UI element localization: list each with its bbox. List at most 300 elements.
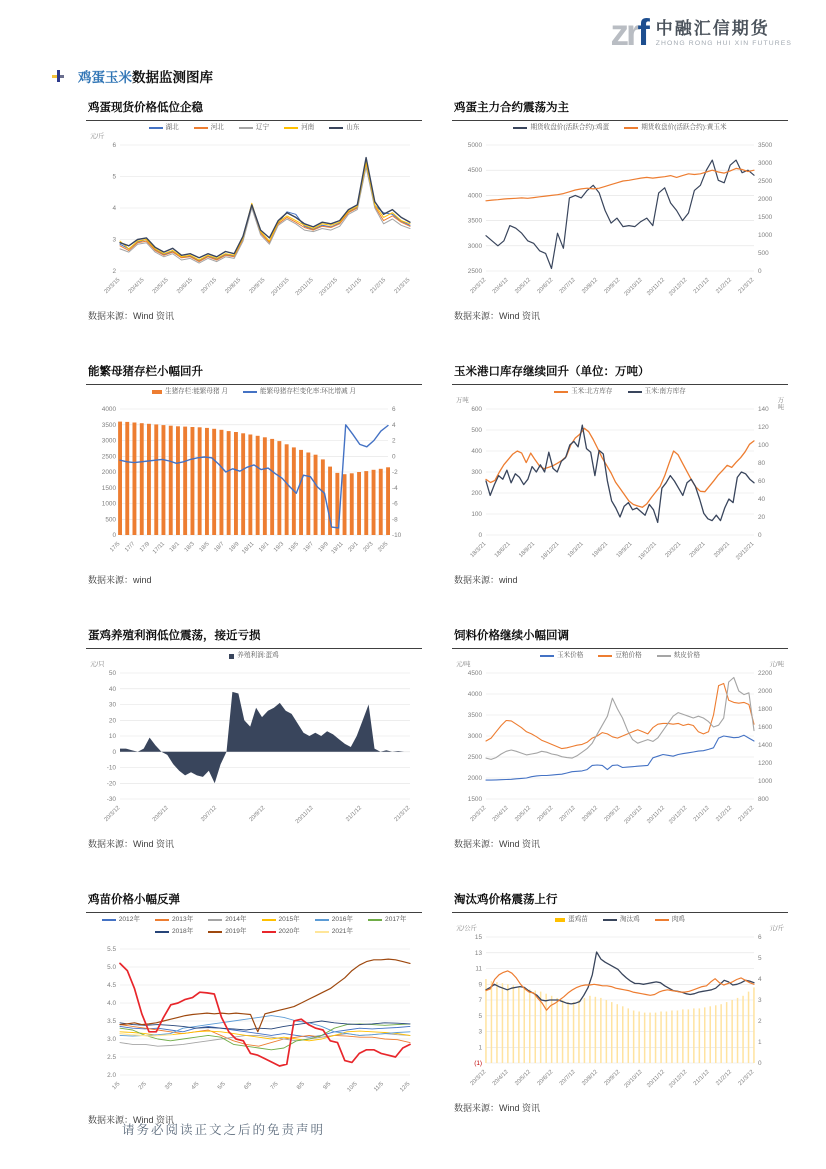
svg-text:-30: -30 [106, 796, 116, 803]
svg-text:20/7/12: 20/7/12 [558, 277, 577, 296]
chart-canvas [452, 916, 788, 1101]
legend-line-marker [102, 919, 116, 921]
chart-title: 淘汰鸡价格震荡上行 [452, 890, 788, 913]
svg-text:100: 100 [758, 442, 769, 449]
svg-text:20/10/12: 20/10/12 [623, 277, 644, 298]
legend-line-marker [554, 391, 568, 393]
legend-line-marker [262, 931, 276, 933]
svg-text:21/3/12: 21/3/12 [737, 277, 756, 296]
svg-text:-2: -2 [392, 469, 398, 476]
legend-item [540, 652, 583, 660]
svg-text:50: 50 [108, 670, 116, 677]
svg-text:20/6/12: 20/6/12 [536, 277, 555, 296]
svg-text:20/10/12: 20/10/12 [623, 1069, 644, 1090]
chart-source: 数据来源：wind [454, 575, 518, 585]
svg-text:2.0: 2.0 [107, 1072, 116, 1079]
svg-text:20/3/15: 20/3/15 [103, 277, 122, 296]
svg-text:21/2/12: 21/2/12 [715, 805, 734, 824]
chart-title: 饲料价格继续小幅回调 [452, 626, 788, 649]
svg-text:6: 6 [112, 142, 116, 149]
chart-source: 数据来源：Wind 资讯 [454, 1103, 541, 1113]
legend-label: 蛋鸡苗 [568, 916, 588, 923]
svg-text:1500: 1500 [101, 484, 116, 492]
svg-text:1800: 1800 [758, 706, 773, 713]
legend-bar-marker [555, 918, 565, 922]
svg-text:400: 400 [471, 448, 482, 455]
svg-text:18/11: 18/11 [241, 541, 256, 556]
svg-text:-6: -6 [392, 500, 398, 508]
legend-item [239, 124, 269, 132]
svg-text:元/只: 元/只 [90, 661, 105, 668]
chart-canvas [86, 124, 422, 309]
svg-text:元/斤: 元/斤 [769, 925, 784, 932]
svg-text:17/7: 17/7 [124, 541, 137, 554]
legend-line-marker [239, 127, 253, 129]
chart-block-egg-futures [452, 98, 788, 322]
svg-text:11/5: 11/5 [373, 1081, 386, 1094]
svg-text:21/2/12: 21/2/12 [715, 277, 734, 296]
legend-item [155, 928, 193, 936]
chart-canvas [86, 916, 422, 1113]
legend-label: 2012年 [118, 916, 140, 923]
svg-text:5/5: 5/5 [216, 1081, 227, 1092]
svg-text:19/1: 19/1 [258, 541, 271, 554]
svg-text:20/8/12: 20/8/12 [581, 1069, 600, 1088]
svg-text:18/12/21: 18/12/21 [540, 541, 561, 562]
chart-title: 玉米港口库存继续回升（单位：万吨） [452, 362, 788, 385]
legend-item [624, 124, 726, 132]
svg-text:20/9/12: 20/9/12 [603, 277, 622, 296]
chart-plot [452, 396, 788, 568]
chart-source: 数据来源：Wind 资讯 [88, 839, 175, 849]
section-bullet-icon [52, 70, 64, 82]
svg-text:-4: -4 [392, 484, 398, 492]
legend-item [657, 652, 700, 660]
svg-text:300: 300 [471, 469, 482, 476]
legend-label: 玉米:北方库存 [571, 388, 613, 395]
svg-text:20/7/12: 20/7/12 [200, 805, 219, 824]
svg-text:(1): (1) [474, 1060, 482, 1067]
legend-label: 2018年 [171, 928, 194, 935]
legend-label: 2020年 [278, 928, 300, 935]
legend-item [628, 388, 686, 396]
svg-text:20/5/12: 20/5/12 [514, 1069, 533, 1088]
svg-text:20/6/12: 20/6/12 [536, 1069, 555, 1088]
legend-square-marker [229, 654, 234, 659]
svg-text:10/5: 10/5 [346, 1081, 359, 1094]
legend-item [315, 928, 353, 936]
section-heading [52, 66, 213, 86]
chart-canvas [86, 652, 422, 837]
svg-text:3: 3 [478, 1028, 482, 1036]
legend-item [149, 124, 179, 132]
svg-text:3.0: 3.0 [107, 1036, 116, 1043]
chart-block-chick-price [86, 890, 422, 1126]
legend-line-marker [155, 919, 169, 921]
svg-text:2000: 2000 [467, 775, 482, 782]
legend-line-marker [194, 127, 208, 129]
legend-line-marker [243, 391, 257, 393]
svg-text:4.5: 4.5 [107, 982, 116, 989]
svg-text:0: 0 [478, 532, 482, 539]
legend-item [208, 928, 246, 936]
svg-text:20/3/12: 20/3/12 [103, 805, 122, 824]
svg-text:元/公斤: 元/公斤 [456, 925, 477, 932]
legend-item [262, 928, 300, 936]
legend-label: 河南 [301, 124, 315, 131]
svg-text:6: 6 [392, 406, 396, 413]
svg-text:19/5: 19/5 [287, 541, 301, 554]
svg-text:20/6/15: 20/6/15 [175, 277, 194, 296]
legend-item [598, 652, 641, 660]
svg-text:13: 13 [474, 949, 482, 957]
svg-text:30: 30 [108, 701, 116, 709]
svg-text:140: 140 [758, 406, 769, 413]
chart-legend [452, 652, 788, 660]
svg-text:2: 2 [758, 1018, 762, 1025]
svg-text:20/9/12: 20/9/12 [603, 1069, 622, 1088]
svg-text:20/5/12: 20/5/12 [514, 805, 533, 824]
svg-text:1500: 1500 [758, 214, 773, 221]
svg-text:3: 3 [112, 236, 116, 244]
svg-text:-10: -10 [392, 532, 402, 539]
chart-legend [452, 388, 788, 396]
legend-label: 生猪存栏:能繁母猪 月 [165, 388, 229, 395]
svg-text:1500: 1500 [467, 796, 482, 803]
chart-plot [86, 396, 422, 568]
svg-text:500: 500 [758, 250, 769, 257]
chart-block-sow-inventory [86, 362, 422, 586]
legend-item [368, 916, 406, 924]
svg-text:20/1: 20/1 [347, 541, 360, 554]
svg-text:1600: 1600 [758, 724, 773, 731]
svg-text:12/5: 12/5 [399, 1081, 412, 1094]
svg-text:0: 0 [112, 532, 116, 539]
svg-text:3500: 3500 [467, 712, 482, 719]
legend-item [155, 916, 193, 924]
chart-title: 鸡苗价格小幅反弹 [86, 890, 422, 913]
svg-text:0: 0 [758, 268, 762, 275]
chart-source: 数据来源：Wind 资讯 [454, 839, 541, 849]
legend-label: 期货收盘价(活跃合约):鸡蛋 [530, 124, 610, 131]
svg-text:20/5/12: 20/5/12 [514, 277, 533, 296]
chart-legend [86, 652, 422, 660]
chart-title: 鸡蛋主力合约震荡为主 [452, 98, 788, 121]
svg-text:19/7: 19/7 [302, 541, 315, 554]
svg-text:4: 4 [112, 205, 116, 212]
legend-label: 2015年 [278, 916, 300, 923]
legend-line-marker [628, 391, 642, 393]
chart-legend [452, 916, 788, 924]
legend-line-marker [315, 919, 329, 921]
section-title [78, 66, 213, 86]
legend-line-marker [368, 919, 382, 921]
legend-label: 期货收盘价(活跃合约):黄玉米 [641, 124, 727, 131]
svg-text:0: 0 [392, 453, 396, 461]
legend-item [329, 124, 359, 132]
legend-label: 淘汰鸡 [619, 916, 640, 923]
svg-text:10: 10 [108, 733, 116, 740]
svg-text:20/12/12: 20/12/12 [668, 805, 689, 826]
legend-label: 2017年 [385, 916, 407, 923]
svg-text:80: 80 [758, 460, 766, 467]
svg-text:5.0: 5.0 [107, 964, 116, 971]
chart-legend [86, 124, 422, 132]
svg-text:21/1/12: 21/1/12 [692, 277, 711, 296]
chart-title: 鸡蛋现货价格低位企稳 [86, 98, 422, 121]
legend-bar-marker [152, 390, 162, 394]
svg-text:1000: 1000 [758, 232, 773, 239]
svg-text:2: 2 [112, 268, 116, 275]
svg-text:1200: 1200 [758, 760, 773, 767]
legend-item [513, 124, 609, 132]
svg-text:21/3/15: 21/3/15 [393, 277, 412, 296]
legend-line-marker [624, 127, 638, 129]
legend-label: 湖北 [165, 124, 179, 131]
svg-text:18/7: 18/7 [213, 541, 226, 554]
svg-text:21/2/15: 21/2/15 [369, 277, 388, 296]
svg-text:-8: -8 [392, 516, 398, 524]
svg-text:万吨: 万吨 [777, 397, 784, 411]
svg-text:3/5: 3/5 [164, 1081, 175, 1092]
svg-text:20/9/12: 20/9/12 [603, 805, 622, 824]
legend-label: 山东 [346, 124, 360, 131]
legend-line-marker [315, 931, 329, 933]
legend-line-marker [598, 655, 612, 657]
chart-plot [86, 936, 422, 1108]
svg-text:-20: -20 [106, 780, 116, 788]
svg-text:3500: 3500 [467, 217, 482, 225]
chart-canvas [452, 124, 788, 309]
chart-title: 蛋鸡养殖利润低位震荡，接近亏损 [86, 626, 422, 649]
svg-text:20/11/12: 20/11/12 [646, 277, 667, 298]
legend-label: 玉米价格 [556, 652, 584, 659]
svg-text:20/9/15: 20/9/15 [248, 277, 267, 296]
svg-text:4500: 4500 [467, 167, 482, 175]
chart-block-egg-spot [86, 98, 422, 322]
svg-text:21/2/12: 21/2/12 [715, 1069, 734, 1088]
charts-grid [86, 98, 788, 1126]
svg-text:元/斤: 元/斤 [90, 133, 105, 140]
svg-text:19/9: 19/9 [317, 541, 330, 554]
svg-text:4: 4 [392, 421, 396, 429]
svg-text:1000: 1000 [101, 500, 116, 508]
logo-mark [610, 12, 647, 53]
svg-text:6/5: 6/5 [243, 1081, 254, 1092]
chart-legend [86, 916, 422, 936]
svg-text:3000: 3000 [467, 242, 482, 250]
legend-line-marker [655, 919, 669, 921]
svg-text:20: 20 [108, 717, 116, 725]
legend-label: 玉米:南方库存 [644, 388, 686, 395]
svg-text:0: 0 [758, 1060, 762, 1067]
chart-source: 数据来源：Wind 资讯 [88, 311, 175, 321]
legend-label: 养殖利润:蛋鸡 [237, 652, 279, 659]
section-title-highlight: 鸡蛋玉米 [78, 70, 132, 85]
legend-item [194, 124, 224, 132]
chart-canvas [86, 388, 422, 573]
svg-text:4500: 4500 [467, 670, 482, 677]
legend-label: 麸皮价格 [673, 652, 701, 659]
chart-source: 数据来源：wind [88, 575, 152, 585]
chart-block-culled-hen-price [452, 890, 788, 1126]
svg-text:5: 5 [112, 173, 116, 181]
svg-text:21/1/12: 21/1/12 [692, 805, 711, 824]
svg-text:元/吨: 元/吨 [769, 661, 784, 668]
svg-text:18/9/21: 18/9/21 [518, 541, 537, 560]
svg-text:21/1/15: 21/1/15 [345, 277, 364, 296]
legend-item [102, 916, 140, 924]
svg-text:4/5: 4/5 [190, 1081, 201, 1092]
svg-text:20: 20 [758, 514, 766, 521]
svg-text:5000: 5000 [467, 142, 482, 149]
svg-text:20/11/15: 20/11/15 [294, 277, 315, 298]
svg-text:20/4/12: 20/4/12 [491, 805, 510, 824]
svg-text:600: 600 [471, 406, 482, 413]
legend-label: 2013年 [171, 916, 194, 923]
logo-text [656, 19, 792, 47]
svg-text:17/11: 17/11 [151, 541, 167, 556]
legend-label: 豆粕价格 [615, 652, 642, 659]
svg-text:3000: 3000 [758, 160, 773, 167]
legend-line-marker [208, 931, 222, 933]
svg-text:19/3: 19/3 [272, 541, 286, 554]
legend-item [603, 916, 640, 924]
svg-text:20/4/12: 20/4/12 [491, 1069, 510, 1088]
svg-text:200: 200 [471, 490, 482, 497]
svg-text:18/1: 18/1 [168, 541, 181, 554]
svg-text:元/吨: 元/吨 [456, 661, 471, 668]
svg-text:2200: 2200 [758, 670, 773, 677]
svg-text:9: 9 [478, 981, 482, 989]
svg-text:2.5: 2.5 [107, 1054, 116, 1061]
chart-block-corn-port-stock [452, 362, 788, 586]
svg-text:20/4/15: 20/4/15 [127, 277, 146, 296]
svg-text:15: 15 [474, 934, 482, 941]
svg-text:1000: 1000 [758, 778, 773, 785]
svg-text:1400: 1400 [758, 742, 773, 749]
svg-text:18/6/21: 18/6/21 [493, 541, 512, 560]
svg-text:18/3/21: 18/3/21 [469, 541, 488, 560]
svg-text:21/1/12: 21/1/12 [692, 1069, 711, 1088]
svg-text:17/5: 17/5 [109, 541, 122, 554]
svg-text:2500: 2500 [467, 754, 482, 761]
svg-text:20/10/12: 20/10/12 [623, 805, 644, 826]
svg-text:100: 100 [471, 511, 482, 518]
svg-text:0: 0 [112, 748, 116, 756]
legend-label: 河北 [210, 124, 224, 131]
legend-item [208, 916, 246, 924]
legend-label: 肉鸡 [671, 916, 685, 923]
svg-text:5.5: 5.5 [107, 946, 116, 953]
chart-legend [452, 124, 788, 132]
svg-text:3500: 3500 [101, 421, 116, 429]
svg-text:19/6/21: 19/6/21 [591, 541, 610, 560]
svg-text:19/12/21: 19/12/21 [637, 541, 658, 562]
svg-text:20/7/15: 20/7/15 [200, 277, 219, 296]
section-title-rest: 数据监测图库 [132, 70, 213, 85]
legend-item [284, 124, 314, 132]
svg-text:2: 2 [392, 437, 396, 445]
legend-item [229, 652, 278, 660]
legend-label: 2019年 [225, 928, 247, 935]
svg-text:20/12/12: 20/12/12 [668, 1069, 689, 1090]
legend-item [554, 388, 612, 396]
legend-line-marker [603, 919, 617, 921]
legend-line-marker [540, 655, 554, 657]
svg-text:20/3/12: 20/3/12 [469, 805, 488, 824]
svg-text:18/3: 18/3 [183, 541, 196, 554]
legend-line-marker [513, 127, 527, 129]
legend-label: 2021年 [331, 928, 354, 935]
legend-item [655, 916, 685, 924]
svg-text:4000: 4000 [467, 691, 482, 698]
svg-text:500: 500 [471, 427, 482, 434]
legend-line-marker [329, 127, 343, 129]
legend-item [152, 388, 228, 396]
svg-text:19/9/21: 19/9/21 [615, 541, 634, 560]
svg-text:1: 1 [758, 1039, 762, 1046]
chart-source: 数据来源：Wind 资讯 [454, 311, 541, 321]
svg-text:2000: 2000 [101, 469, 116, 476]
svg-text:20/8/12: 20/8/12 [581, 805, 600, 824]
logo-zr-text: zr [610, 12, 638, 53]
svg-text:500: 500 [105, 516, 116, 524]
svg-text:20/5/12: 20/5/12 [151, 805, 170, 824]
svg-text:20/12/21: 20/12/21 [735, 541, 756, 562]
chart-block-layer-profit [86, 626, 422, 850]
svg-text:11: 11 [475, 965, 482, 973]
svg-text:1: 1 [478, 1044, 482, 1052]
chart-legend [86, 388, 422, 396]
svg-text:20/10/15: 20/10/15 [270, 277, 291, 298]
legend-item [315, 916, 353, 924]
legend-line-marker [284, 127, 298, 129]
svg-text:5: 5 [758, 955, 762, 962]
svg-text:5: 5 [478, 1012, 482, 1020]
svg-text:20/3/12: 20/3/12 [469, 277, 488, 296]
svg-text:20/3/12: 20/3/12 [469, 1069, 488, 1088]
svg-text:18/5: 18/5 [198, 541, 211, 554]
legend-line-marker [155, 931, 169, 933]
svg-text:60: 60 [758, 478, 766, 485]
svg-text:-10: -10 [106, 764, 116, 772]
svg-text:21/1/12: 21/1/12 [345, 805, 364, 824]
svg-text:21/3/12: 21/3/12 [393, 805, 412, 824]
legend-label: 2014年 [225, 916, 247, 923]
svg-text:20/7/12: 20/7/12 [558, 1069, 577, 1088]
svg-text:6: 6 [758, 934, 762, 941]
svg-text:20/9/12: 20/9/12 [248, 805, 267, 824]
svg-text:20/12/12: 20/12/12 [668, 277, 689, 298]
svg-text:9/5: 9/5 [322, 1081, 333, 1092]
legend-item [262, 916, 300, 924]
svg-text:3: 3 [758, 997, 762, 1004]
svg-text:2500: 2500 [758, 178, 773, 185]
chart-canvas [452, 652, 788, 837]
legend-line-marker [149, 127, 163, 129]
footer-disclaimer: 请务必阅读正文之后的免责声明 [122, 1123, 326, 1137]
svg-text:4.0: 4.0 [107, 1000, 116, 1007]
svg-text:20/5/15: 20/5/15 [151, 277, 170, 296]
logo-f-text: f [637, 12, 647, 53]
svg-text:40: 40 [108, 685, 116, 693]
svg-text:2500: 2500 [101, 453, 116, 461]
logo-company-name-cn: 中融汇信期货 [655, 19, 770, 38]
chart-title: 能繁母猪存栏小幅回升 [86, 362, 422, 385]
svg-text:21/3/12: 21/3/12 [737, 805, 756, 824]
chart-canvas [452, 388, 788, 573]
